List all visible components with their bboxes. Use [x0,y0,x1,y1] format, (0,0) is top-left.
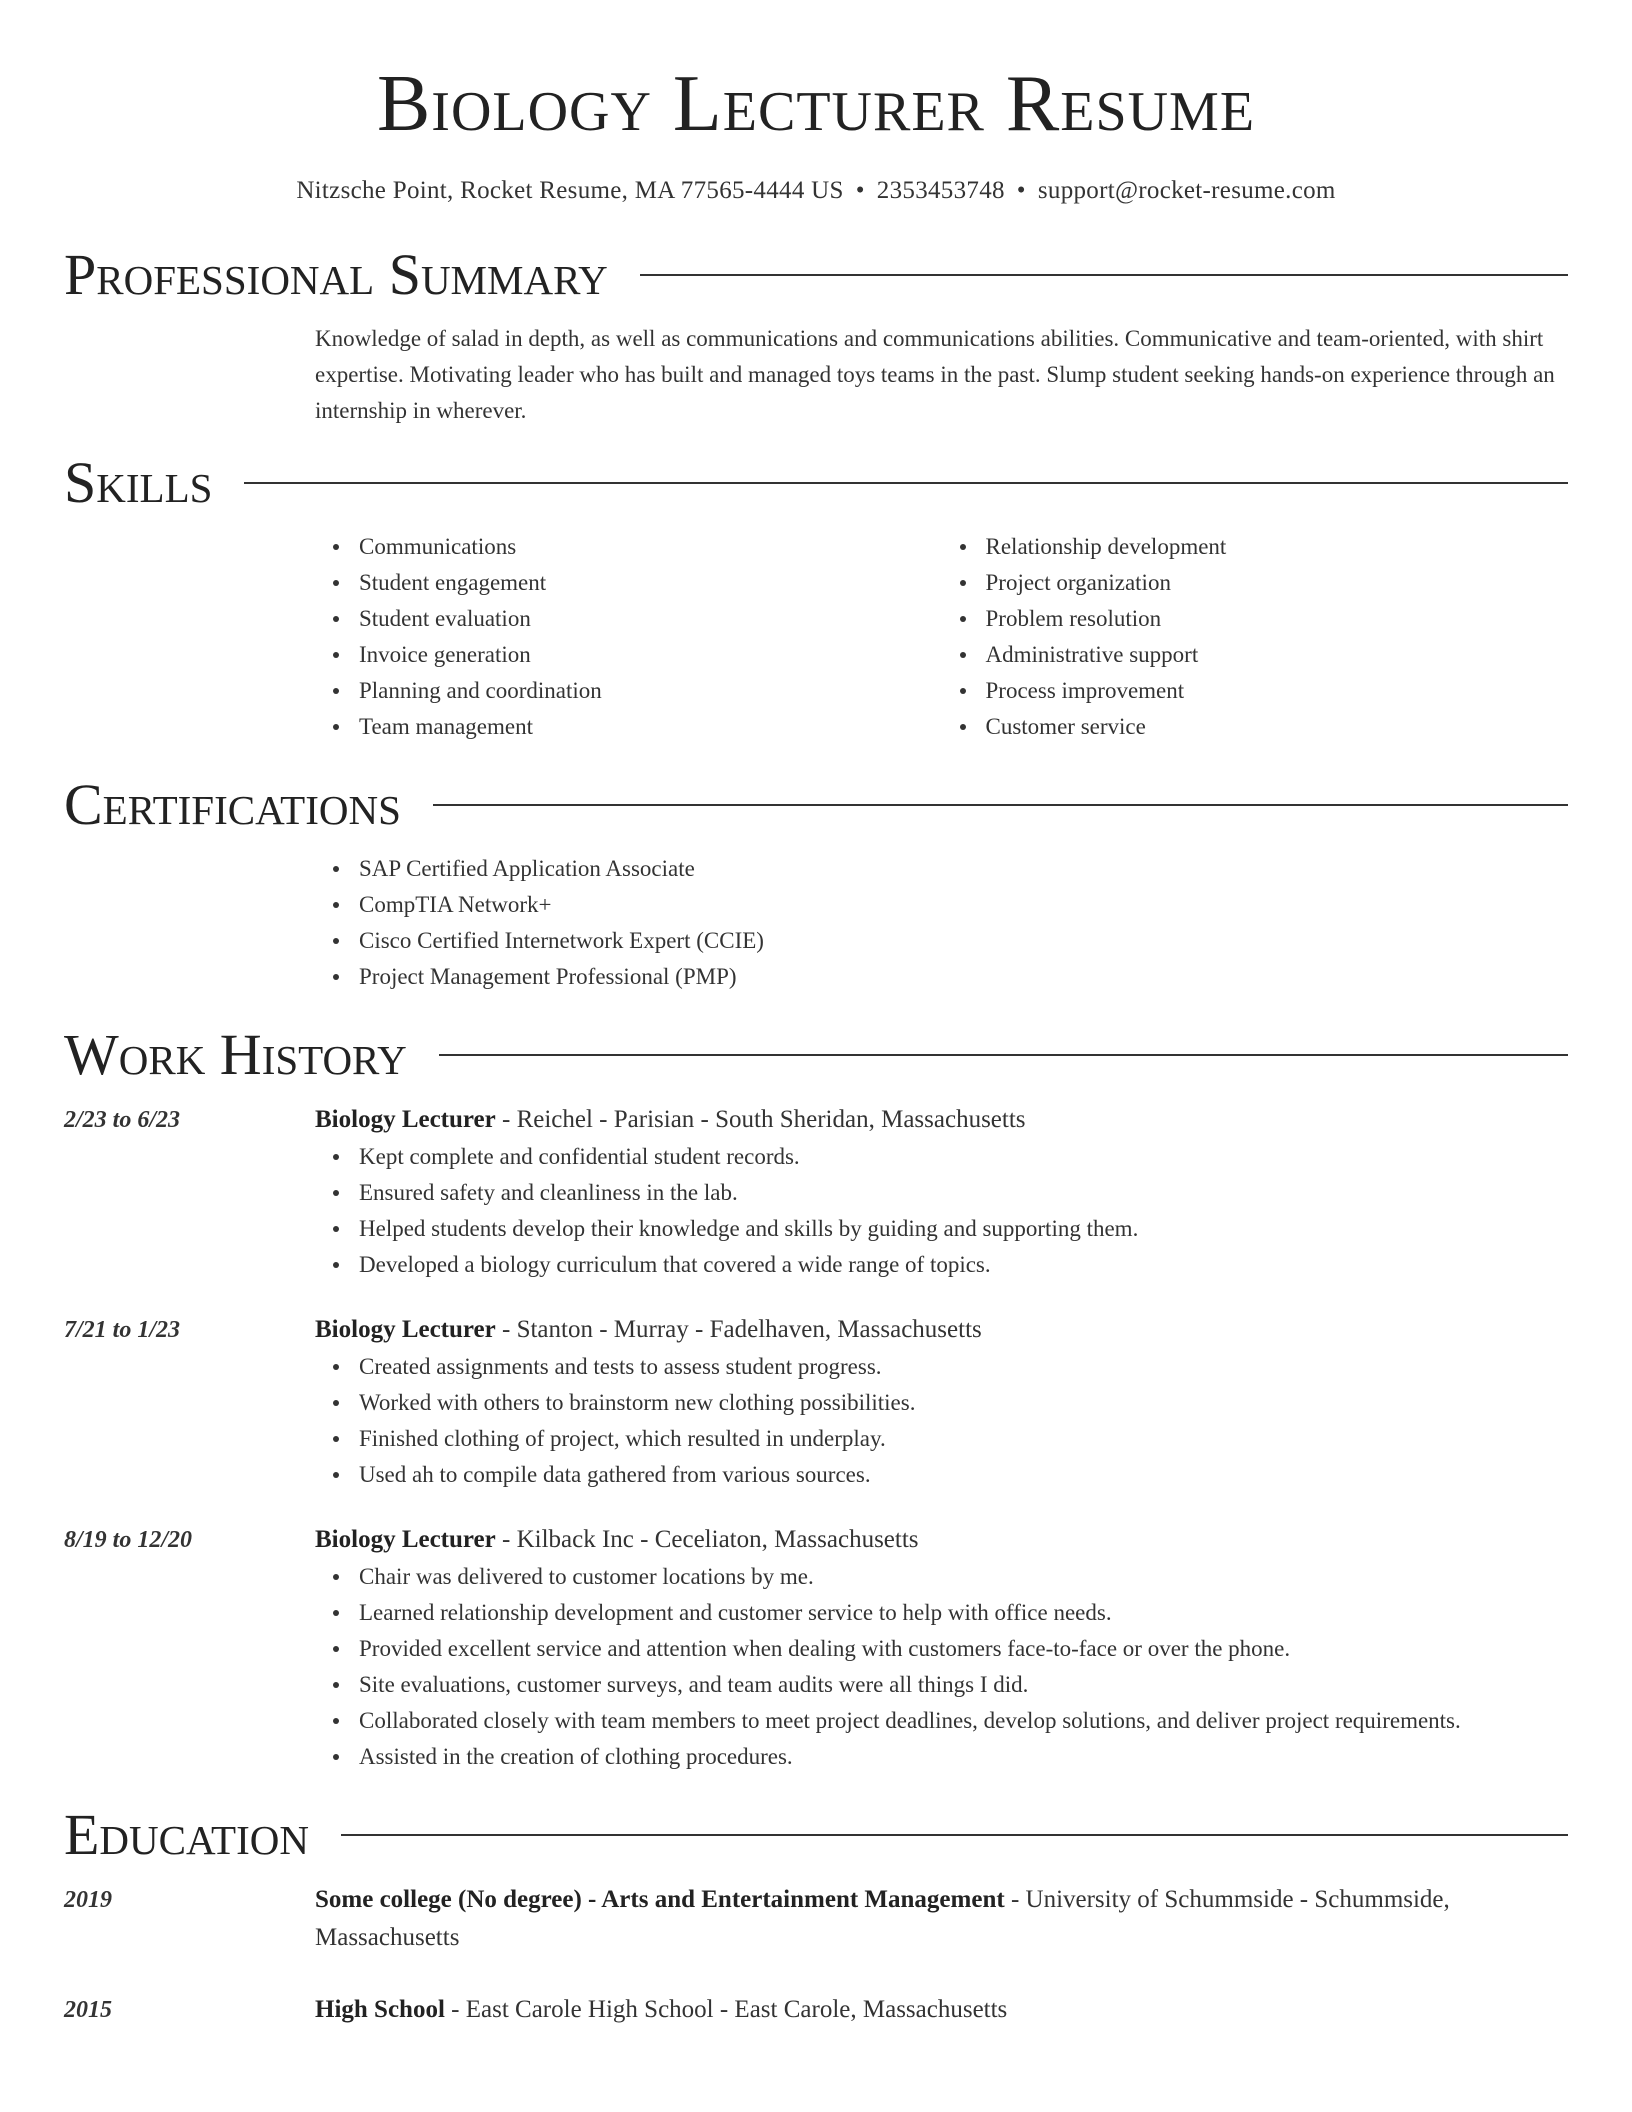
summary-text: Knowledge of salad in depth, as well as communications and communications abilities. Communicative and team-oriented, with shirt expertise. Motivating leader who has built and managed toys teams in the past. Slump student seeking hands-on experience through an internship in wherever. [315,326,1555,423]
skill-item: Invoice generation [359,637,942,673]
skill-item: Problem resolution [986,601,1569,637]
work-history-section [64,1023,1568,1775]
education-year: 2015 [64,1997,112,2023]
job-title-line [315,1101,1568,1139]
certification-item: Project Management Professional (PMP) [359,959,1568,995]
section-title-education: Education [64,1802,309,1867]
summary-section [64,243,1568,429]
job-bullets [315,1559,1568,1775]
skill-item: Student evaluation [359,601,942,637]
skill-item: Project organization [986,565,1569,601]
resume-header [64,0,1568,206]
job-bullet: Ensured safety and cleanliness in the lab. [359,1175,1568,1211]
skill-item: Process improvement [986,673,1569,709]
skill-item: Communications [359,529,942,565]
job-bullet: Learned relationship development and customer service to help with office needs. [359,1595,1568,1631]
job-role: Biology Lecturer [315,1526,496,1553]
job-title-line [315,1521,1568,1559]
job-bullet: Worked with others to brainstorm new clothing possibilities. [359,1385,1568,1421]
education-degree: High School [315,1996,445,2023]
job-bullet: Assisted in the creation of clothing procedures. [359,1739,1568,1775]
section-title-work-history: Work History [64,1022,407,1087]
section-header [64,451,1568,515]
section-divider [439,1054,1568,1056]
job-details: - Stanton - Murray - Fadelhaven, Massachusetts [495,1316,982,1343]
section-title-summary: Professional Summary [64,242,608,307]
job-bullet: Collaborated closely with team members to meet project deadlines, develop solutions, and deliver project requirements. [359,1703,1568,1739]
certification-item: SAP Certified Application Associate [359,851,1568,887]
contact-email[interactable]: support@rocket-resume.com [1037,177,1336,204]
job-role: Biology Lecturer [315,1106,496,1133]
skill-item: Team management [359,709,942,745]
section-divider [244,482,1568,484]
skill-item: Student engagement [359,565,942,601]
certification-item: Cisco Certified Internetwork Expert (CCIE) [359,923,1568,959]
job-bullets [315,1139,1568,1283]
section-header [64,773,1568,837]
education-year: 2019 [64,1887,112,1913]
education-section [64,1803,1568,2029]
section-title-certifications: Certifications [64,772,401,837]
contact-phone: 2353453748 [876,177,1005,204]
section-divider [433,804,1568,806]
resume-page [64,0,1568,2029]
section-header [64,1803,1568,1867]
job-main [315,1521,1568,1775]
skill-item: Customer service [986,709,1569,745]
skill-item: Planning and coordination [359,673,942,709]
job-bullet: Used ah to compile data gathered from various sources. [359,1457,1568,1493]
job-bullet: Chair was delivered to customer locations by me. [359,1559,1568,1595]
skill-item: Administrative support [986,637,1569,673]
job-dates: 7/21 to 1/23 [64,1317,181,1343]
certifications-body [315,851,1568,995]
job-entry [64,1101,1568,1283]
education-main [315,1991,1568,2029]
section-header [64,243,1568,307]
education-details: - University of Schummside - Schummside, Massachusetts [315,1886,1450,1951]
section-title-skills: Skills [64,450,213,515]
section-divider [341,1834,1568,1836]
job-bullet: Provided excellent service and attention when dealing with customers face-to-face or over the phone. [359,1631,1568,1667]
section-header [64,1023,1568,1087]
job-bullet: Finished clothing of project, which resulted in underplay. [359,1421,1568,1457]
skills-list-left [315,529,942,745]
section-divider [640,274,1568,276]
job-bullet: Site evaluations, customer surveys, and team audits were all things I did. [359,1667,1568,1703]
page-title: Biology Lecturer Resume [376,60,1256,148]
job-dates: 8/19 to 12/20 [64,1527,193,1553]
job-role: Biology Lecturer [315,1316,496,1343]
job-bullets [315,1349,1568,1493]
education-entry [64,1991,1568,2029]
job-details: - Reichel - Parisian - South Sheridan, Massachusetts [495,1106,1026,1133]
certifications-list [315,851,1568,995]
job-bullet: Created assignments and tests to assess student progress. [359,1349,1568,1385]
job-bullet: Helped students develop their knowledge and skills by guiding and supporting them. [359,1211,1568,1247]
education-entry [64,1881,1568,1957]
job-bullet: Developed a biology curriculum that covered a wide range of topics. [359,1247,1568,1283]
contact-separator: • [855,177,865,204]
job-main [315,1101,1568,1283]
job-entry [64,1521,1568,1775]
contact-address: Nitzsche Point, Rocket Resume, MA 77565-4444 US [296,177,844,204]
contact-line [64,176,1568,206]
job-entry [64,1311,1568,1493]
education-main [315,1881,1568,1957]
job-title-line [315,1311,1568,1349]
job-dates: 2/23 to 6/23 [64,1107,181,1133]
skill-item: Relationship development [986,529,1569,565]
certifications-section [64,773,1568,995]
education-details: - East Carole High School - East Carole, Massachusetts [444,1996,1008,2023]
skills-list-right [942,529,1569,745]
education-degree: Some college (No degree) - Arts and Entertainment Management [315,1886,1005,1913]
contact-separator: • [1016,177,1026,204]
job-bullet: Kept complete and confidential student records. [359,1139,1568,1175]
skills-columns [315,529,1568,745]
job-details: - Kilback Inc - Ceceliaton, Massachusetts [495,1526,919,1553]
certification-item: CompTIA Network+ [359,887,1568,923]
job-main [315,1311,1568,1493]
skills-section [64,451,1568,745]
